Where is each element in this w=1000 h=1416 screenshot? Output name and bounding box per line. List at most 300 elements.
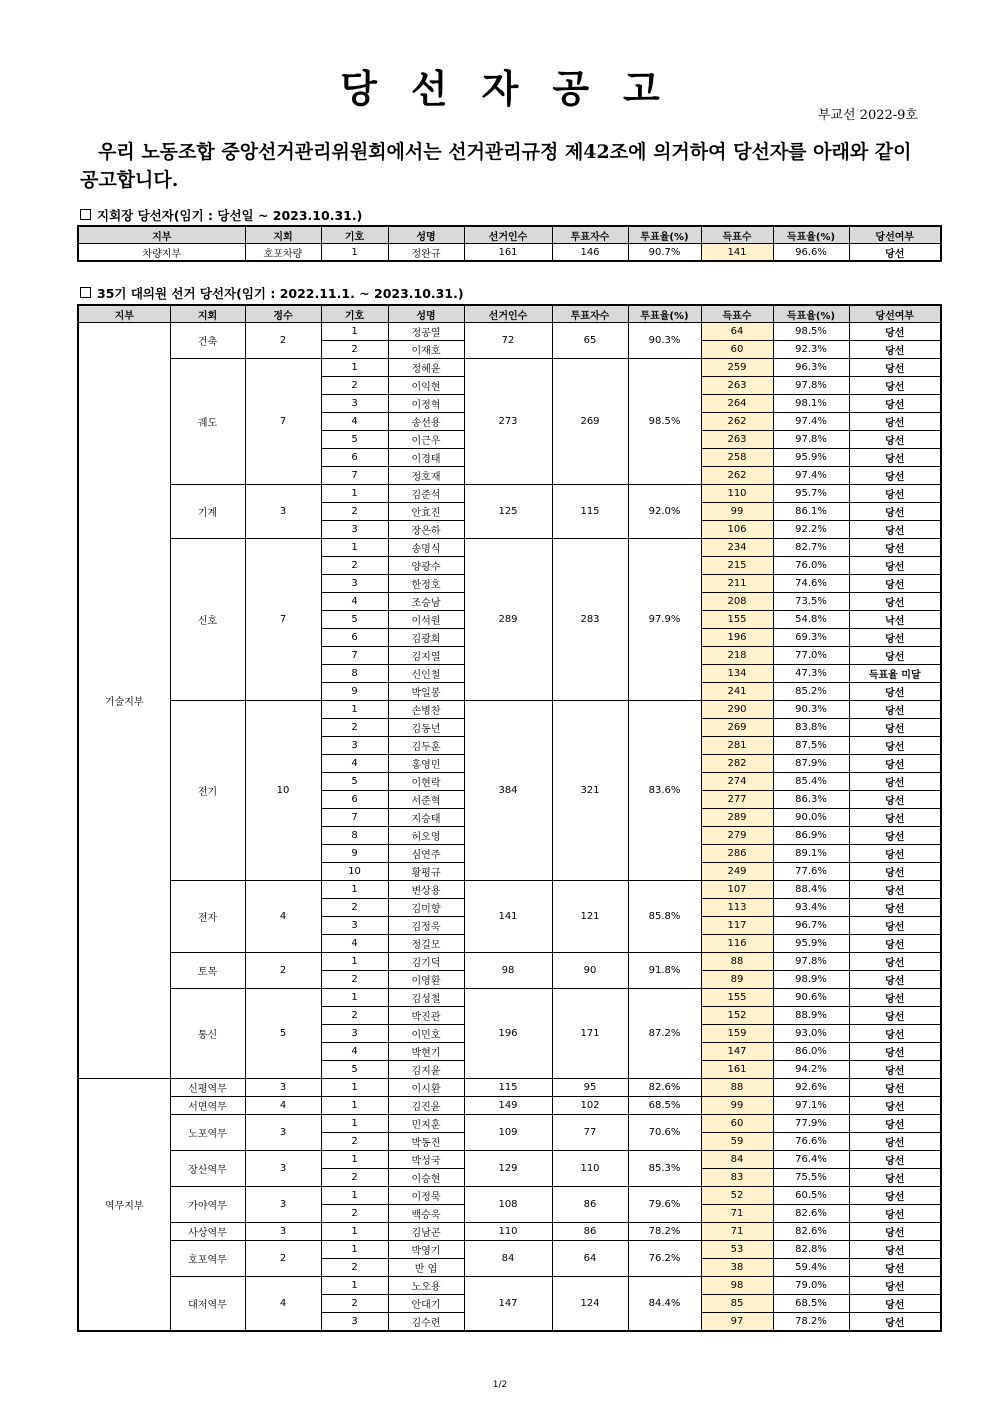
turnout-cell: 115 [552,485,628,539]
votes-cell: 84 [701,1151,773,1169]
column-header: 지회 [245,226,321,244]
number-cell: 1 [321,989,388,1007]
table-row [78,1241,941,1259]
section1-title: 지회장 당선자(임기 : 당선일 ~ 2023.10.31.) [97,208,363,223]
branch-cell: 역무지부 [78,1079,170,1332]
vote-rate-cell: 74.6% [773,575,849,593]
name-cell: 정혜윤 [388,359,464,377]
number-cell: 3 [321,1313,388,1332]
vote-rate-cell: 77.0% [773,647,849,665]
number-cell: 2 [321,1295,388,1313]
vote-rate-cell: 93.0% [773,1025,849,1043]
name-cell: 이근우 [388,431,464,449]
votes-cell: 196 [701,629,773,647]
number-cell: 1 [321,1187,388,1205]
seats-cell: 2 [245,323,321,359]
number-cell: 1 [321,1097,388,1115]
name-cell: 변상용 [388,881,464,899]
seats-cell: 3 [245,1151,321,1187]
vote-rate-cell: 78.2% [773,1313,849,1332]
name-cell: 이석원 [388,611,464,629]
name-cell: 김동년 [388,719,464,737]
vote-rate-cell: 69.3% [773,629,849,647]
number-cell: 3 [321,1025,388,1043]
name-cell: 김준석 [388,485,464,503]
name-cell: 이영환 [388,971,464,989]
votes-cell: 147 [701,1043,773,1061]
votes-cell: 274 [701,773,773,791]
intro-paragraph: 우리 노동조합 중앙선거관리위원회에서는 선거관리규정 제42조에 의거하여 당선자를 아래와 같이 공고합니다. [80,141,912,191]
result-cell: 당선 [849,845,941,863]
turnout-rate-cell: 85.8% [628,881,701,953]
number-cell: 1 [321,485,388,503]
column-header: 득표수 [701,305,773,323]
votes-cell: 159 [701,1025,773,1043]
vote-rate-cell: 82.7% [773,539,849,557]
voters-cell: 161 [464,244,552,262]
column-header: 지회 [170,305,245,323]
votes-cell: 152 [701,1007,773,1025]
chapter-cell: 건축 [170,323,245,359]
turnout-cell: 171 [552,989,628,1079]
votes-cell: 241 [701,683,773,701]
votes-cell: 89 [701,971,773,989]
seats-cell: 3 [245,1115,321,1151]
document-number: 부교선 2022-9호 [817,108,918,123]
table-row [78,1097,941,1115]
vote-rate-cell: 92.3% [773,341,849,359]
section2-title: 35기 대의원 선거 당선자(임기 : 2022.11.1. ~ 2023.10.31.) [97,286,464,301]
votes-cell: 263 [701,431,773,449]
chapter-cell: 신호 [170,539,245,701]
result-cell: 당선 [849,1259,941,1277]
name-cell: 김광희 [388,629,464,647]
vote-rate-cell: 76.0% [773,557,849,575]
branch-cell: 기술지부 [78,323,170,1079]
result-cell: 당선 [849,1061,941,1079]
turnout-rate-cell: 82.6% [628,1079,701,1097]
number-cell: 4 [321,1043,388,1061]
voters-cell: 129 [464,1151,552,1187]
name-cell: 황평규 [388,863,464,881]
number-cell: 2 [321,1133,388,1151]
turnout-cell: 95 [552,1079,628,1097]
votes-cell: 208 [701,593,773,611]
vote-rate-cell: 97.1% [773,1097,849,1115]
vote-rate-cell: 76.4% [773,1151,849,1169]
result-cell: 당선 [849,503,941,521]
result-cell: 당선 [849,1115,941,1133]
vote-rate-cell: 93.4% [773,899,849,917]
number-cell: 9 [321,845,388,863]
name-cell: 서준혁 [388,791,464,809]
vote-rate-cell: 86.9% [773,827,849,845]
result-cell: 득표율 미달 [849,665,941,683]
votes-cell: 117 [701,917,773,935]
result-cell: 당선 [849,341,941,359]
result-cell: 당선 [849,1169,941,1187]
branch-chief-table [77,225,942,262]
turnout-cell: 90 [552,953,628,989]
name-cell: 김미향 [388,899,464,917]
name-cell: 이승현 [388,1169,464,1187]
voters-cell: 109 [464,1115,552,1151]
result-cell: 당선 [849,395,941,413]
table-row [78,1187,941,1205]
result-cell: 당선 [849,971,941,989]
turnout-cell: 146 [552,244,628,262]
result-cell: 당선 [849,1043,941,1061]
vote-rate-cell: 96.7% [773,917,849,935]
votes-cell: 290 [701,701,773,719]
result-cell: 당선 [849,539,941,557]
result-cell: 당선 [849,1205,941,1223]
votes-cell: 155 [701,989,773,1007]
vote-rate-cell: 82.8% [773,1241,849,1259]
result-cell: 당선 [849,719,941,737]
number-cell: 1 [321,1151,388,1169]
column-header: 지부 [78,226,245,244]
name-cell: 김지윤 [388,1061,464,1079]
number-cell: 3 [321,395,388,413]
seats-cell: 5 [245,989,321,1079]
number-cell: 3 [321,521,388,539]
number-cell: 10 [321,863,388,881]
name-cell: 정길모 [388,935,464,953]
table-row [78,359,941,377]
turnout-rate-cell: 90.7% [628,244,701,262]
turnout-rate-cell: 68.5% [628,1097,701,1115]
table-row [78,244,941,262]
seats-cell: 3 [245,1079,321,1097]
votes-cell: 99 [701,1097,773,1115]
number-cell: 8 [321,827,388,845]
vote-rate-cell: 97.8% [773,377,849,395]
votes-cell: 286 [701,845,773,863]
vote-rate-cell: 76.6% [773,1133,849,1151]
chapter-cell: 사상역무 [170,1223,245,1241]
votes-cell: 249 [701,863,773,881]
column-header: 득표율(%) [773,226,849,244]
number-cell: 1 [321,953,388,971]
number-cell: 5 [321,773,388,791]
result-cell: 당선 [849,1097,941,1115]
vote-rate-cell: 47.3% [773,665,849,683]
votes-cell: 64 [701,323,773,341]
seats-cell: 4 [245,1097,321,1115]
table-row [78,953,941,971]
vote-rate-cell: 98.5% [773,323,849,341]
column-header: 투표율(%) [628,305,701,323]
vote-rate-cell: 83.8% [773,719,849,737]
number-cell: 3 [321,737,388,755]
name-cell: 이정혁 [388,395,464,413]
table-row [78,1079,941,1097]
votes-cell: 88 [701,1079,773,1097]
table-row [78,989,941,1007]
name-cell: 정호재 [388,467,464,485]
number-cell: 6 [321,791,388,809]
chapter-cell: 전기 [170,701,245,881]
votes-cell: 83 [701,1169,773,1187]
table-row [78,701,941,719]
result-cell: 당선 [849,1241,941,1259]
vote-rate-cell: 88.4% [773,881,849,899]
table-row [78,881,941,899]
turnout-cell: 283 [552,539,628,701]
vote-rate-cell: 92.6% [773,1079,849,1097]
votes-cell: 98 [701,1277,773,1295]
votes-cell: 263 [701,377,773,395]
turnout-rate-cell: 70.6% [628,1115,701,1151]
number-cell: 2 [321,1007,388,1025]
chapter-cell: 노포역무 [170,1115,245,1151]
voters-cell: 84 [464,1241,552,1277]
vote-rate-cell: 82.6% [773,1205,849,1223]
name-cell: 홍영민 [388,755,464,773]
votes-cell: 110 [701,485,773,503]
name-cell: 이익현 [388,377,464,395]
turnout-cell: 110 [552,1151,628,1187]
result-cell: 당선 [849,899,941,917]
name-cell: 박진관 [388,1007,464,1025]
number-cell: 2 [321,719,388,737]
number-cell: 3 [321,917,388,935]
name-cell: 박성국 [388,1151,464,1169]
number-cell: 1 [321,1241,388,1259]
chapter-cell: 서면역무 [170,1097,245,1115]
name-cell: 김성철 [388,989,464,1007]
votes-cell: 71 [701,1223,773,1241]
table-row [78,1223,941,1241]
chapter-cell: 통신 [170,989,245,1079]
column-header: 지부 [78,305,170,323]
result-cell: 당선 [849,1079,941,1097]
votes-cell: 107 [701,881,773,899]
name-cell: 김남곤 [388,1223,464,1241]
votes-cell: 264 [701,395,773,413]
result-cell: 당선 [849,701,941,719]
name-cell: 박현기 [388,1043,464,1061]
vote-rate-cell: 59.4% [773,1259,849,1277]
name-cell: 이재호 [388,341,464,359]
vote-rate-cell: 98.1% [773,395,849,413]
result-cell: 당선 [849,629,941,647]
name-cell: 조승남 [388,593,464,611]
name-cell: 안효진 [388,503,464,521]
voters-cell: 384 [464,701,552,881]
result-cell: 당선 [849,1025,941,1043]
table-row [78,323,941,341]
column-header: 투표자수 [552,226,628,244]
votes-cell: 60 [701,341,773,359]
number-cell: 7 [321,647,388,665]
result-cell: 당선 [849,827,941,845]
number-cell: 6 [321,449,388,467]
vote-rate-cell: 90.0% [773,809,849,827]
votes-cell: 161 [701,1061,773,1079]
result-cell: 당선 [849,557,941,575]
column-header: 성명 [388,305,464,323]
turnout-cell: 102 [552,1097,628,1115]
turnout-cell: 64 [552,1241,628,1277]
vote-rate-cell: 82.6% [773,1223,849,1241]
voters-cell: 147 [464,1277,552,1332]
result-cell: 당선 [849,1007,941,1025]
turnout-rate-cell: 92.0% [628,485,701,539]
result-cell: 당선 [849,953,941,971]
seats-cell: 10 [245,701,321,881]
name-cell: 허오영 [388,827,464,845]
number-cell: 1 [321,1277,388,1295]
number-cell: 9 [321,683,388,701]
result-cell: 당선 [849,1223,941,1241]
seats-cell: 2 [245,1241,321,1277]
number-cell: 7 [321,467,388,485]
number-cell: 1 [321,359,388,377]
number-cell: 2 [321,899,388,917]
table-row [78,485,941,503]
name-cell: 정공열 [388,323,464,341]
result-cell: 당선 [849,1151,941,1169]
votes-cell: 99 [701,503,773,521]
turnout-cell: 124 [552,1277,628,1332]
name-cell: 손병찬 [388,701,464,719]
vote-rate-cell: 96.3% [773,359,849,377]
name-cell: 반 엽 [388,1259,464,1277]
result-cell: 당선 [849,244,941,262]
column-header: 득표수 [701,226,773,244]
votes-cell: 106 [701,521,773,539]
vote-rate-cell: 77.6% [773,863,849,881]
turnout-cell: 77 [552,1115,628,1151]
number-cell: 2 [321,1205,388,1223]
vote-rate-cell: 75.5% [773,1169,849,1187]
number-cell: 1 [321,1079,388,1097]
vote-rate-cell: 86.1% [773,503,849,521]
vote-rate-cell: 88.9% [773,1007,849,1025]
vote-rate-cell: 60.5% [773,1187,849,1205]
result-cell: 당선 [849,485,941,503]
column-header: 선거인수 [464,305,552,323]
column-header: 득표율(%) [773,305,849,323]
seats-cell: 3 [245,1187,321,1223]
voters-cell: 110 [464,1223,552,1241]
vote-rate-cell: 77.9% [773,1115,849,1133]
number-cell: 5 [321,431,388,449]
votes-cell: 141 [701,244,773,262]
section1-heading [80,206,362,224]
table-row [78,539,941,557]
number-cell: 3 [321,575,388,593]
vote-rate-cell: 86.3% [773,791,849,809]
number-cell: 2 [321,1169,388,1187]
votes-cell: 116 [701,935,773,953]
name-cell: 장은하 [388,521,464,539]
result-cell: 당선 [849,449,941,467]
chapter-cell: 전자 [170,881,245,953]
name-cell: 김두훈 [388,737,464,755]
votes-cell: 218 [701,647,773,665]
column-header: 기호 [321,305,388,323]
column-header: 당선여부 [849,226,941,244]
column-header: 기호 [321,226,388,244]
result-cell: 당선 [849,647,941,665]
votes-cell: 97 [701,1313,773,1332]
turnout-rate-cell: 85.3% [628,1151,701,1187]
number-cell: 4 [321,413,388,431]
votes-cell: 60 [701,1115,773,1133]
name-cell: 김지열 [388,647,464,665]
votes-cell: 59 [701,1133,773,1151]
votes-cell: 258 [701,449,773,467]
votes-cell: 281 [701,737,773,755]
name-cell: 김정욱 [388,917,464,935]
result-cell: 당선 [849,863,941,881]
voters-cell: 72 [464,323,552,359]
vote-rate-cell: 86.0% [773,1043,849,1061]
turnout-cell: 86 [552,1223,628,1241]
turnout-rate-cell: 79.6% [628,1187,701,1223]
chapter-cell: 가야역무 [170,1187,245,1223]
turnout-rate-cell: 84.4% [628,1277,701,1332]
votes-cell: 234 [701,539,773,557]
result-cell: 당선 [849,935,941,953]
column-header: 투표율(%) [628,226,701,244]
voters-cell: 115 [464,1079,552,1097]
number-cell: 8 [321,665,388,683]
result-cell: 당선 [849,323,941,341]
page-number: 1/2 [492,1380,508,1390]
name-cell: 박동진 [388,1133,464,1151]
number-cell: 2 [321,1259,388,1277]
vote-rate-cell: 96.6% [773,244,849,262]
turnout-rate-cell: 90.3% [628,323,701,359]
page-title: 당선자공고 [340,66,694,111]
section2-heading [80,284,464,302]
result-cell: 당선 [849,467,941,485]
chapter-cell: 기계 [170,485,245,539]
seats-cell: 7 [245,539,321,701]
table-row [78,1115,941,1133]
votes-cell: 38 [701,1259,773,1277]
result-cell: 당선 [849,881,941,899]
vote-rate-cell: 97.8% [773,953,849,971]
number-cell: 1 [321,323,388,341]
branch-cell: 차량지부 [78,244,245,262]
votes-cell: 53 [701,1241,773,1259]
delegate-table [77,304,942,1332]
result-cell: 당선 [849,809,941,827]
votes-cell: 85 [701,1295,773,1313]
turnout-cell: 321 [552,701,628,881]
turnout-rate-cell: 78.2% [628,1223,701,1241]
result-cell: 당선 [849,755,941,773]
chapter-cell: 신평역무 [170,1079,245,1097]
result-cell: 당선 [849,1133,941,1151]
chapter-cell: 호포역무 [170,1241,245,1277]
turnout-cell: 86 [552,1187,628,1223]
number-cell: 1 [321,539,388,557]
name-cell: 김수련 [388,1313,464,1332]
votes-cell: 282 [701,755,773,773]
name-cell: 김기덕 [388,953,464,971]
votes-cell: 113 [701,899,773,917]
turnout-cell: 65 [552,323,628,359]
number-cell: 6 [321,629,388,647]
seats-cell: 4 [245,881,321,953]
vote-rate-cell: 98.9% [773,971,849,989]
